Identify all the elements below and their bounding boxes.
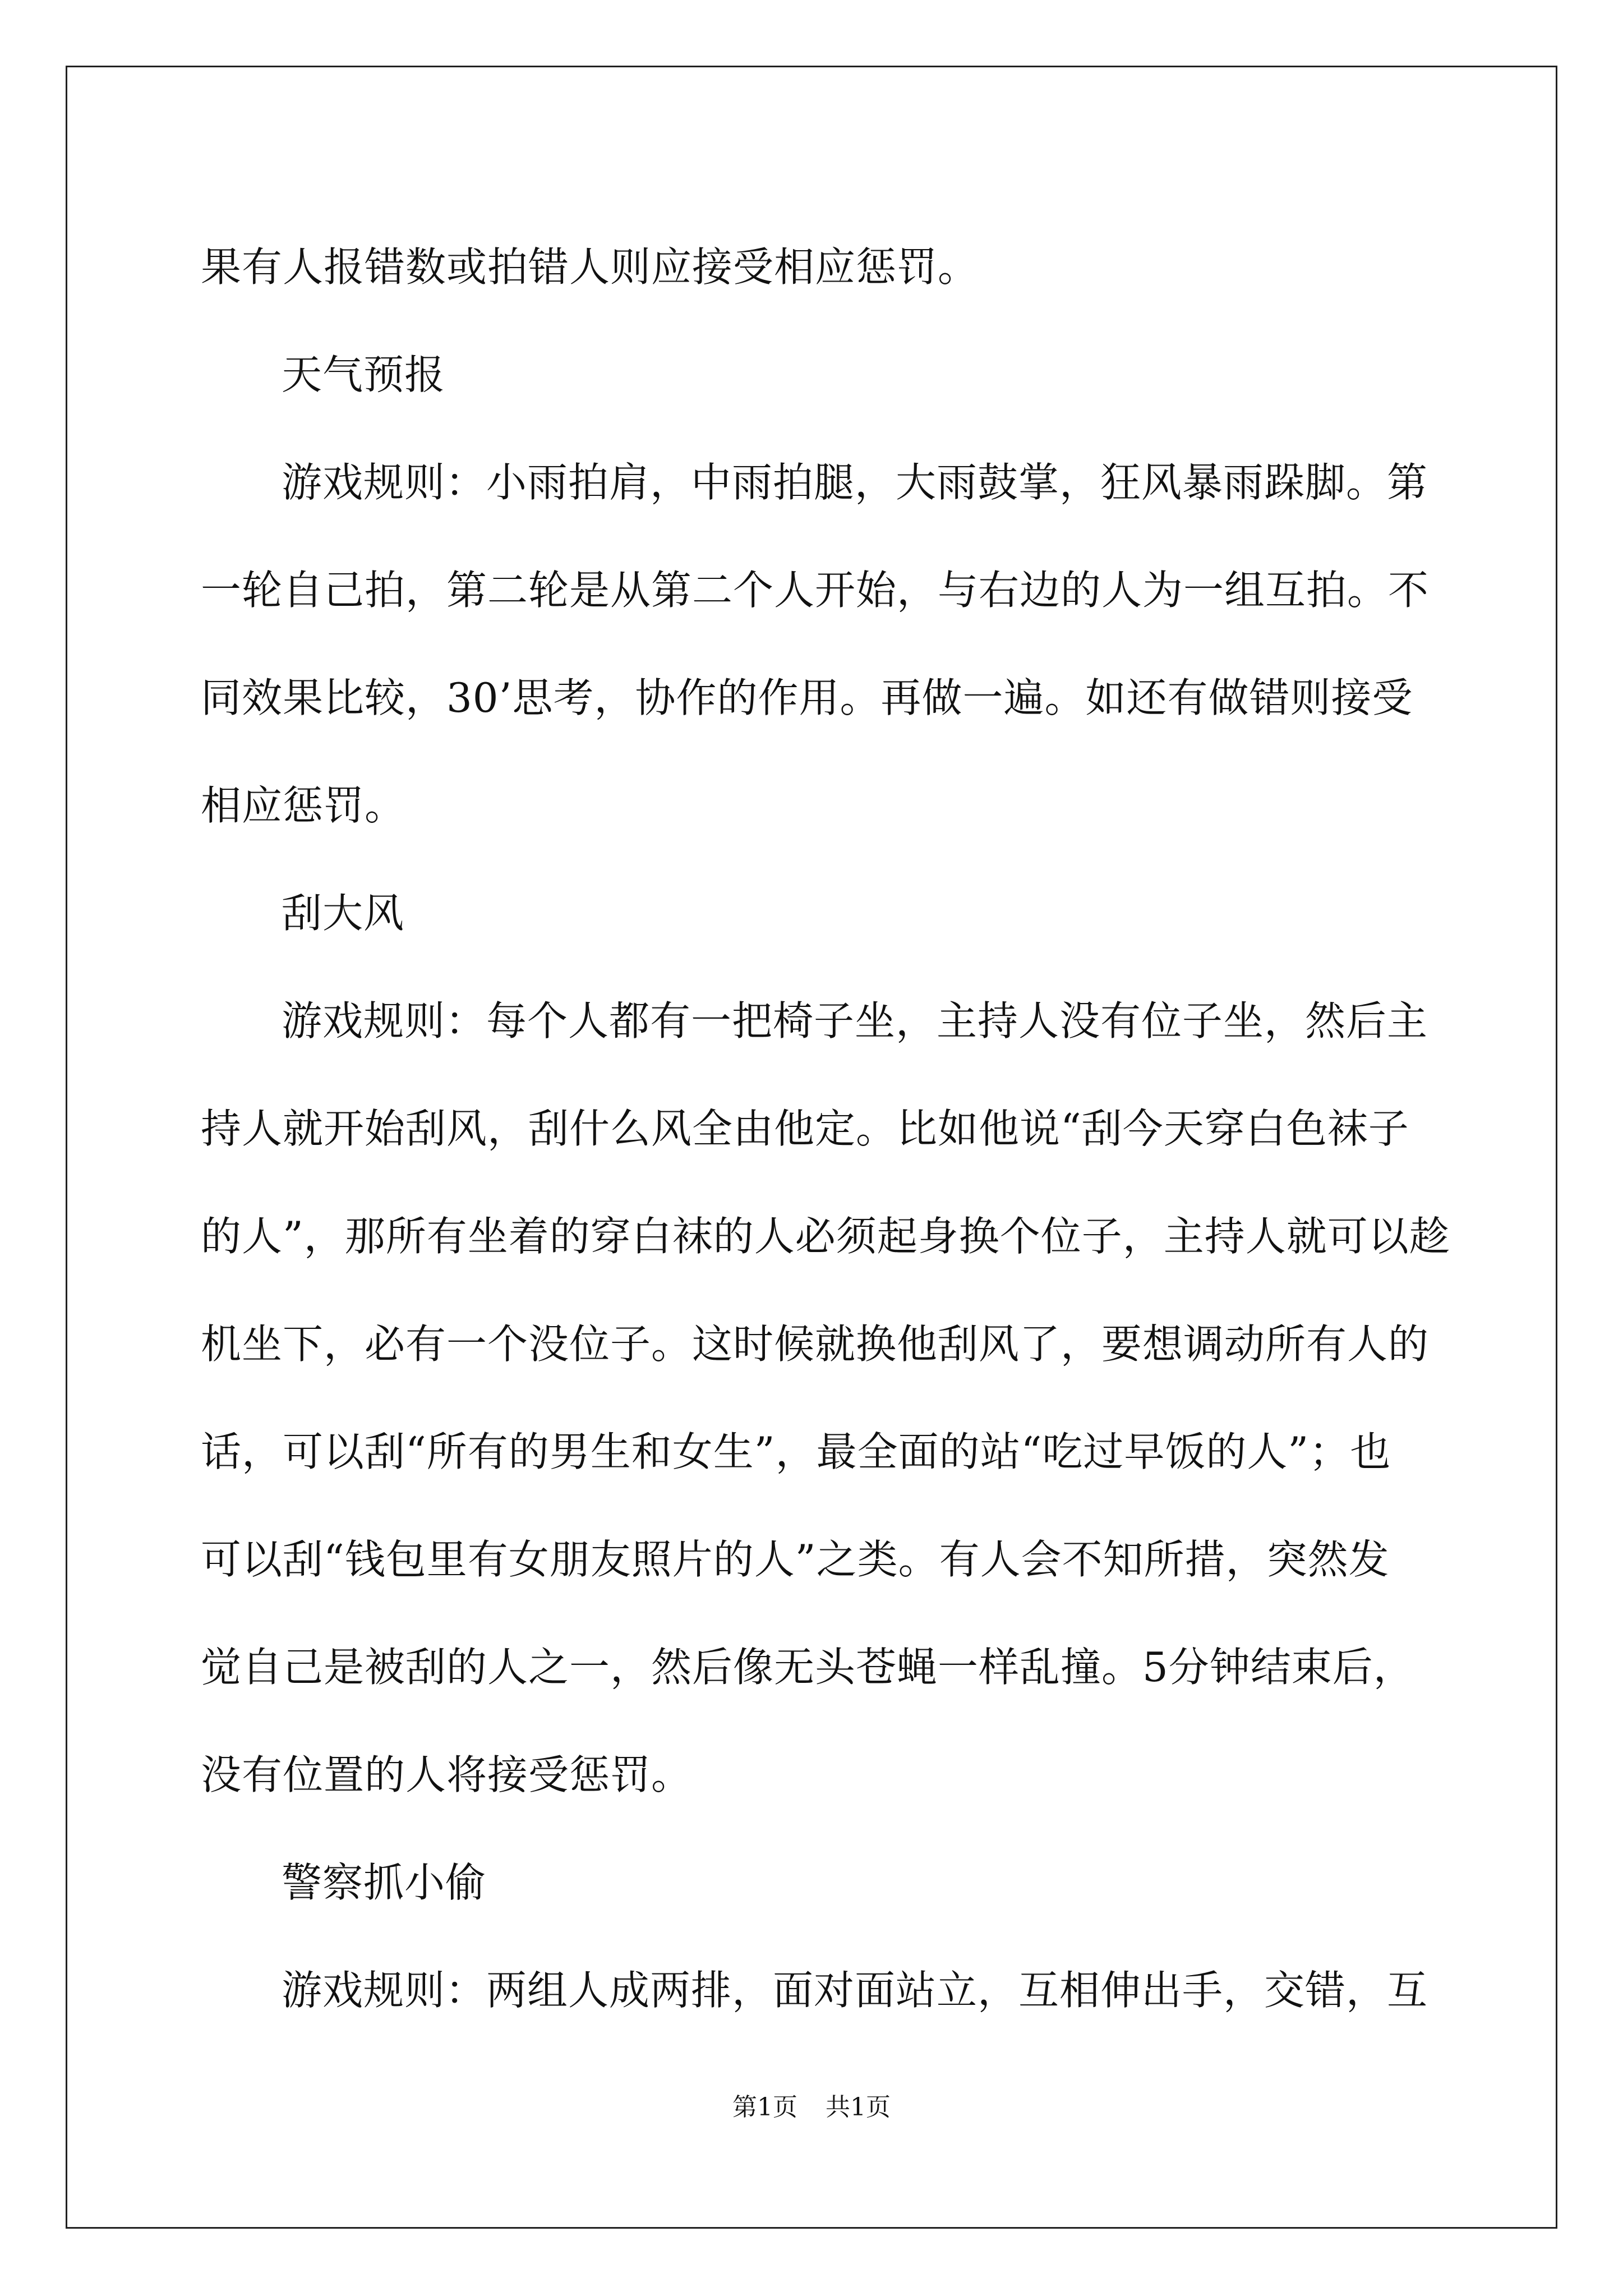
document-body (201, 213, 1450, 2044)
text-line: 同效果比较，30’思考，协作的作用。再做一遍。如还有做错则接受 (201, 674, 1413, 721)
section-heading: 刮大风 (282, 890, 405, 937)
text-line: 游戏规则：小雨拍肩，中雨拍腿，大雨鼓掌，狂风暴雨跺脚。第 (282, 459, 1428, 506)
text-line: 游戏规则：两组人成两排，面对面站立，互相伸出手，交错，互 (282, 1967, 1428, 2014)
text-line: 一轮自己拍，第二轮是从第二个人开始，与右边的人为一组互拍。不 (201, 567, 1430, 614)
text-line: 机坐下，必有一个没位子。这时候就换他刮风了，要想调动所有人的 (201, 1320, 1430, 1368)
text-line: 的人”，那所有坐着的穿白袜的人必须起身换个位子，主持人就可以趁 (201, 1213, 1450, 1260)
page-number: 第1页 (732, 2093, 797, 2122)
text-line: 游戏规则：每个人都有一把椅子坐，主持人没有位子坐，然后主 (282, 997, 1428, 1045)
page-total: 共1页 (826, 2093, 891, 2122)
text-line: 觉自己是被刮的人之一，然后像无头苍蝇一样乱撞。5分钟结束后， (201, 1644, 1414, 1691)
text-line: 果有人报错数或拍错人则应接受相应惩罚。 (201, 243, 979, 291)
text-line: 可以刮“钱包里有女朋友照片的人”之类。有人会不知所措，突然发 (201, 1536, 1390, 1583)
text-line: 相应惩罚。 (201, 782, 406, 829)
text-line: 持人就开始刮风，刮什么风全由他定。比如他说“刮今天穿白色袜子 (201, 1105, 1409, 1152)
page-footer (0, 2087, 1623, 2123)
section-heading: 警察抓小偷 (282, 1859, 487, 1906)
text-line: 话，可以刮“所有的男生和女生”，最全面的站“吃过早饭的人”；也 (201, 1428, 1391, 1475)
section-heading: 天气预报 (282, 351, 446, 398)
text-line: 没有位置的人将接受惩罚。 (201, 1751, 693, 1798)
